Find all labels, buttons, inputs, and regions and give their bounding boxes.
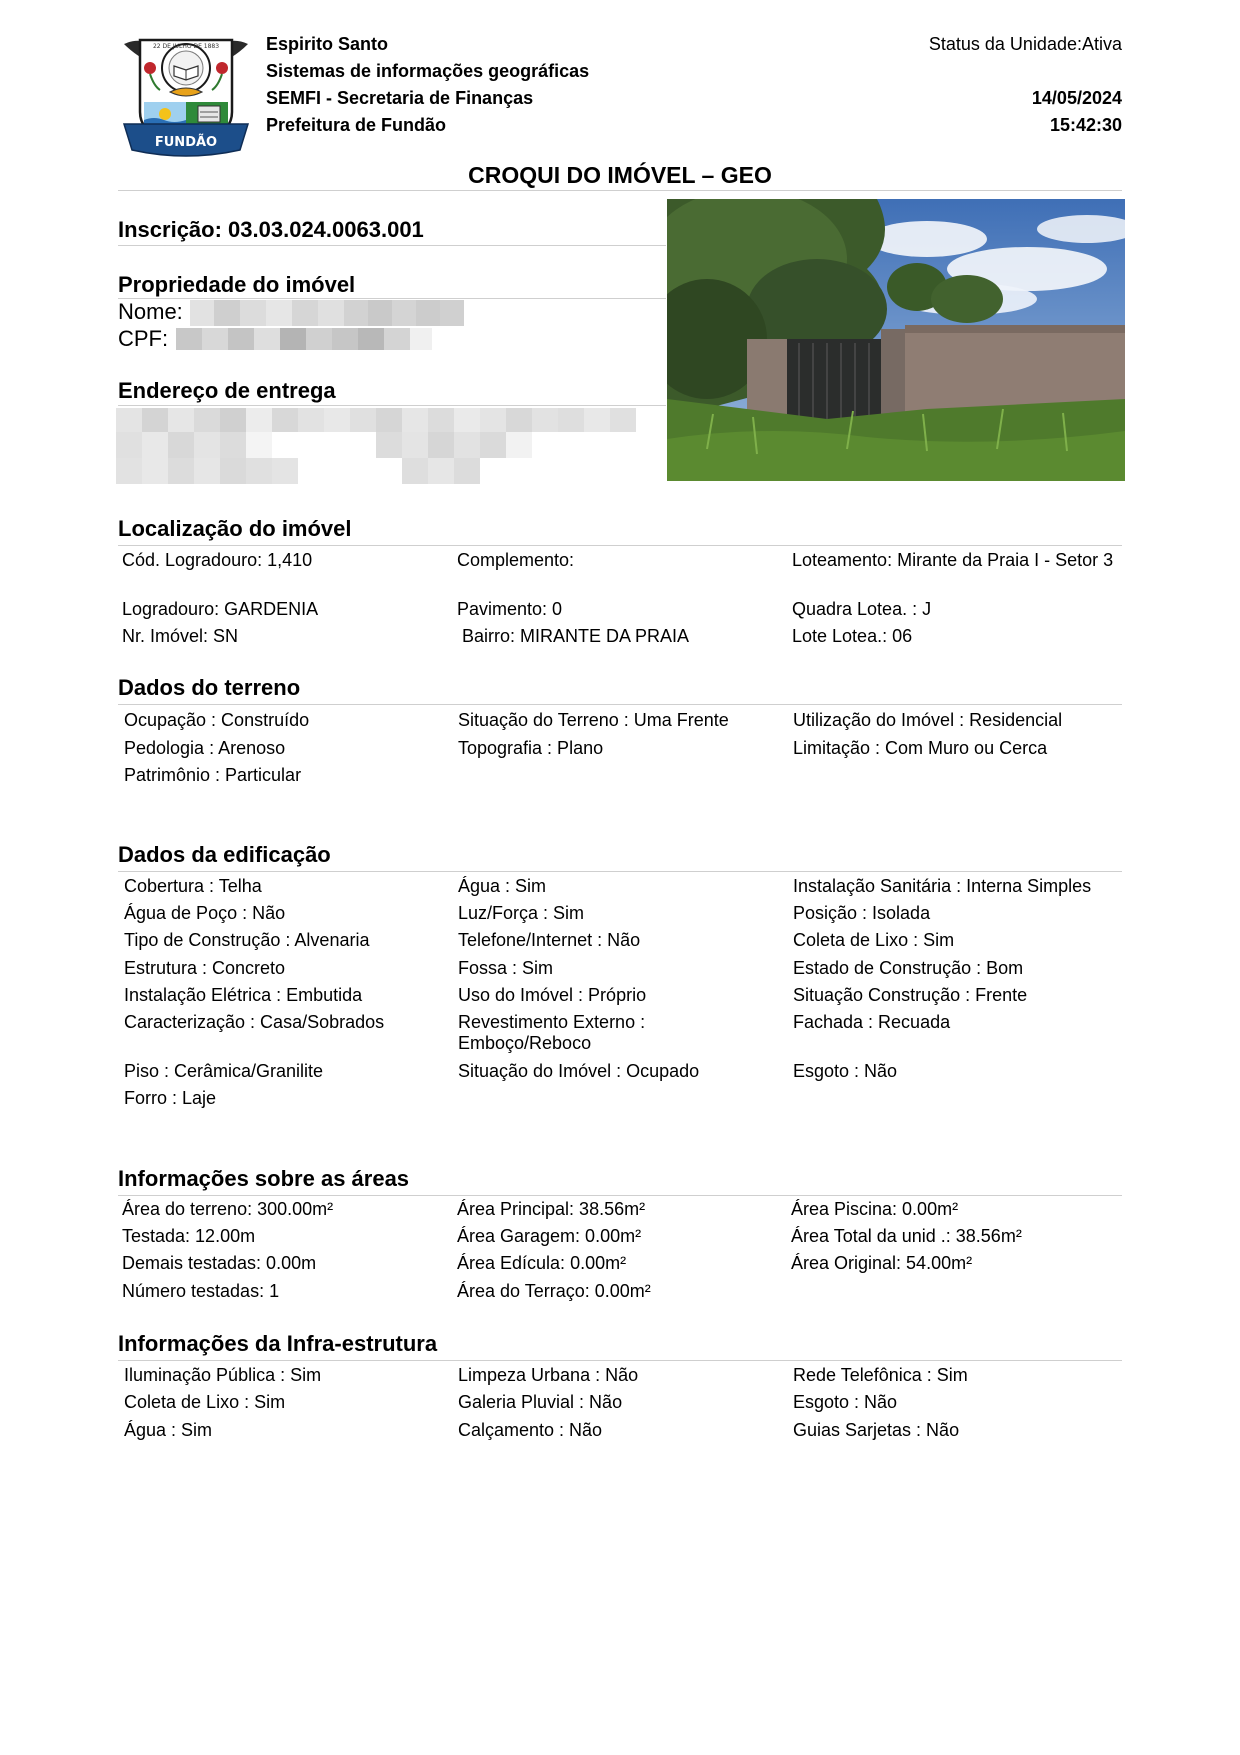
infra-rede-telefonica: Rede Telefônica : Sim — [793, 1365, 968, 1385]
infra-esgoto: Esgoto : Não — [793, 1392, 898, 1412]
endereco-redacted-line-1 — [116, 408, 636, 432]
edif-agua-poco: Água de Poço : Não — [124, 903, 286, 923]
area-total-unid: Área Total da unid .: 38.56m² — [791, 1226, 1022, 1246]
terreno-limitacao: Limitação : Com Muro ou Cerca — [793, 738, 1048, 758]
area-terreno: Área do terreno: 300.00m² — [122, 1199, 334, 1219]
infra-calcamento: Calçamento : Não — [458, 1420, 603, 1440]
org-state: Espirito Santo — [266, 34, 389, 54]
areas-divider — [118, 1195, 1122, 1196]
edif-fachada: Fachada : Recuada — [793, 1012, 951, 1032]
infra-agua: Água : Sim — [124, 1420, 213, 1440]
edif-situacao-imovel: Situação do Imóvel : Ocupado — [458, 1061, 700, 1081]
loc-complemento: Complemento: — [457, 550, 575, 570]
nome-redacted — [190, 300, 464, 326]
localizacao-heading: Localização do imóvel — [118, 516, 352, 541]
logo-ribbon-text: 22 DE JULHO DE 1883 — [152, 43, 220, 50]
edif-forro: Forro : Laje — [124, 1088, 217, 1108]
propriedade-divider — [118, 298, 666, 299]
report-date: 14/05/2024 — [1031, 88, 1122, 108]
terreno-heading: Dados do terreno — [118, 675, 301, 700]
edif-instalacao-sanitaria: Instalação Sanitária : Interna Simples — [793, 876, 1092, 896]
edif-tipo-construcao: Tipo de Construção : Alvenaria — [124, 930, 370, 950]
area-principal: Área Principal: 38.56m² — [457, 1199, 646, 1219]
area-terraco: Área do Terraço: 0.00m² — [457, 1281, 651, 1301]
area-piscina: Área Piscina: 0.00m² — [791, 1199, 959, 1219]
edif-revestimento-externo: Revestimento Externo : Emboço/Reboco — [458, 1012, 646, 1053]
loc-logradouro: Logradouro: GARDENIA — [122, 599, 319, 619]
terreno-topografia: Topografia : Plano — [458, 738, 604, 758]
nome-label: Nome: — [118, 299, 183, 324]
edif-uso-imovel: Uso do Imóvel : Próprio — [458, 985, 647, 1005]
inscricao-divider — [118, 245, 666, 246]
area-testada: Testada: 12.00m — [122, 1226, 256, 1246]
loc-nr-imovel: Nr. Imóvel: SN — [122, 626, 239, 646]
report-time: 15:42:30 — [1049, 115, 1122, 135]
terreno-situacao: Situação do Terreno : Uma Frente — [458, 710, 729, 730]
infra-limpeza: Limpeza Urbana : Não — [458, 1365, 639, 1385]
infra-iluminacao: Iluminação Pública : Sim — [124, 1365, 322, 1385]
logo-banner-text: FUNDÃO — [154, 135, 218, 150]
edif-coleta-lixo: Coleta de Lixo : Sim — [793, 930, 955, 950]
document-title: CROQUI DO IMÓVEL – GEO — [468, 162, 772, 188]
endereco-heading: Endereço de entrega — [118, 378, 336, 403]
fundao-coat-of-arms-logo — [120, 26, 252, 158]
edif-luz-forca: Luz/Força : Sim — [458, 903, 585, 923]
edificacao-heading: Dados da edificação — [118, 842, 331, 867]
terreno-utilizacao: Utilização do Imóvel : Residencial — [793, 710, 1063, 730]
infra-divider — [118, 1360, 1122, 1361]
edif-cobertura: Cobertura : Telha — [124, 876, 262, 896]
loc-lote: Lote Lotea.: 06 — [792, 626, 913, 646]
org-prefeitura: Prefeitura de Fundão — [266, 115, 447, 135]
edif-esgoto: Esgoto : Não — [793, 1061, 898, 1081]
edif-posicao: Posição : Isolada — [793, 903, 931, 923]
terreno-pedologia: Pedologia : Arenoso — [124, 738, 286, 758]
loc-quadra: Quadra Lotea. : J — [792, 599, 932, 619]
edif-fossa: Fossa : Sim — [458, 958, 554, 978]
inscricao: Inscrição: 03.03.024.0063.001 — [118, 217, 424, 242]
loc-cod-logradouro: Cód. Logradouro: 1,410 — [122, 550, 313, 570]
area-edicula: Área Edícula: 0.00m² — [457, 1253, 627, 1273]
terreno-divider — [118, 704, 1122, 705]
unit-status: Status da Unidade:Ativa — [928, 34, 1122, 54]
edif-caracterizacao: Caracterização : Casa/Sobrados — [124, 1012, 385, 1032]
terreno-patrimonio: Patrimônio : Particular — [124, 765, 302, 785]
infra-guias-sarjetas: Guias Sarjetas : Não — [793, 1420, 960, 1440]
loc-pavimento: Pavimento: 0 — [457, 599, 563, 619]
org-secretaria: SEMFI - Secretaria de Finanças — [266, 88, 534, 108]
edificacao-divider — [118, 871, 1122, 872]
localizacao-divider — [118, 545, 1122, 546]
property-photo — [667, 199, 1125, 481]
edif-situacao-construcao: Situação Construção : Frente — [793, 985, 1028, 1005]
edif-estado-construcao: Estado de Construção : Bom — [793, 958, 1024, 978]
areas-heading: Informações sobre as áreas — [118, 1166, 410, 1191]
area-original: Área Original: 54.00m² — [791, 1253, 973, 1273]
area-demais-testadas: Demais testadas: 0.00m — [122, 1253, 317, 1273]
org-system: Sistemas de informações geográficas — [266, 61, 590, 81]
endereco-redacted-line-2 — [116, 432, 532, 458]
area-numero-testadas: Número testadas: 1 — [122, 1281, 280, 1301]
edif-estrutura: Estrutura : Concreto — [124, 958, 286, 978]
endereco-redacted-line-3 — [116, 458, 480, 484]
infra-galeria-pluvial: Galeria Pluvial : Não — [458, 1392, 623, 1412]
cpf-label: CPF: — [118, 326, 169, 351]
propriedade-heading: Propriedade do imóvel — [118, 272, 356, 297]
area-garagem: Área Garagem: 0.00m² — [457, 1226, 642, 1246]
title-divider — [118, 190, 1122, 191]
edif-telefone-internet: Telefone/Internet : Não — [458, 930, 641, 950]
terreno-ocupacao: Ocupação : Construído — [124, 710, 310, 730]
loc-loteamento: Loteamento: Mirante da Praia I - Setor 3 — [792, 550, 1114, 570]
endereco-divider — [118, 405, 666, 406]
loc-bairro: Bairro: MIRANTE DA PRAIA — [462, 626, 690, 646]
infra-coleta-lixo: Coleta de Lixo : Sim — [124, 1392, 286, 1412]
cpf-redacted — [176, 328, 432, 350]
infra-heading: Informações da Infra-estrutura — [118, 1331, 438, 1356]
edif-instalacao-eletrica: Instalação Elétrica : Embutida — [124, 985, 363, 1005]
edif-agua: Água : Sim — [458, 876, 547, 896]
edif-piso: Piso : Cerâmica/Granilite — [124, 1061, 324, 1081]
